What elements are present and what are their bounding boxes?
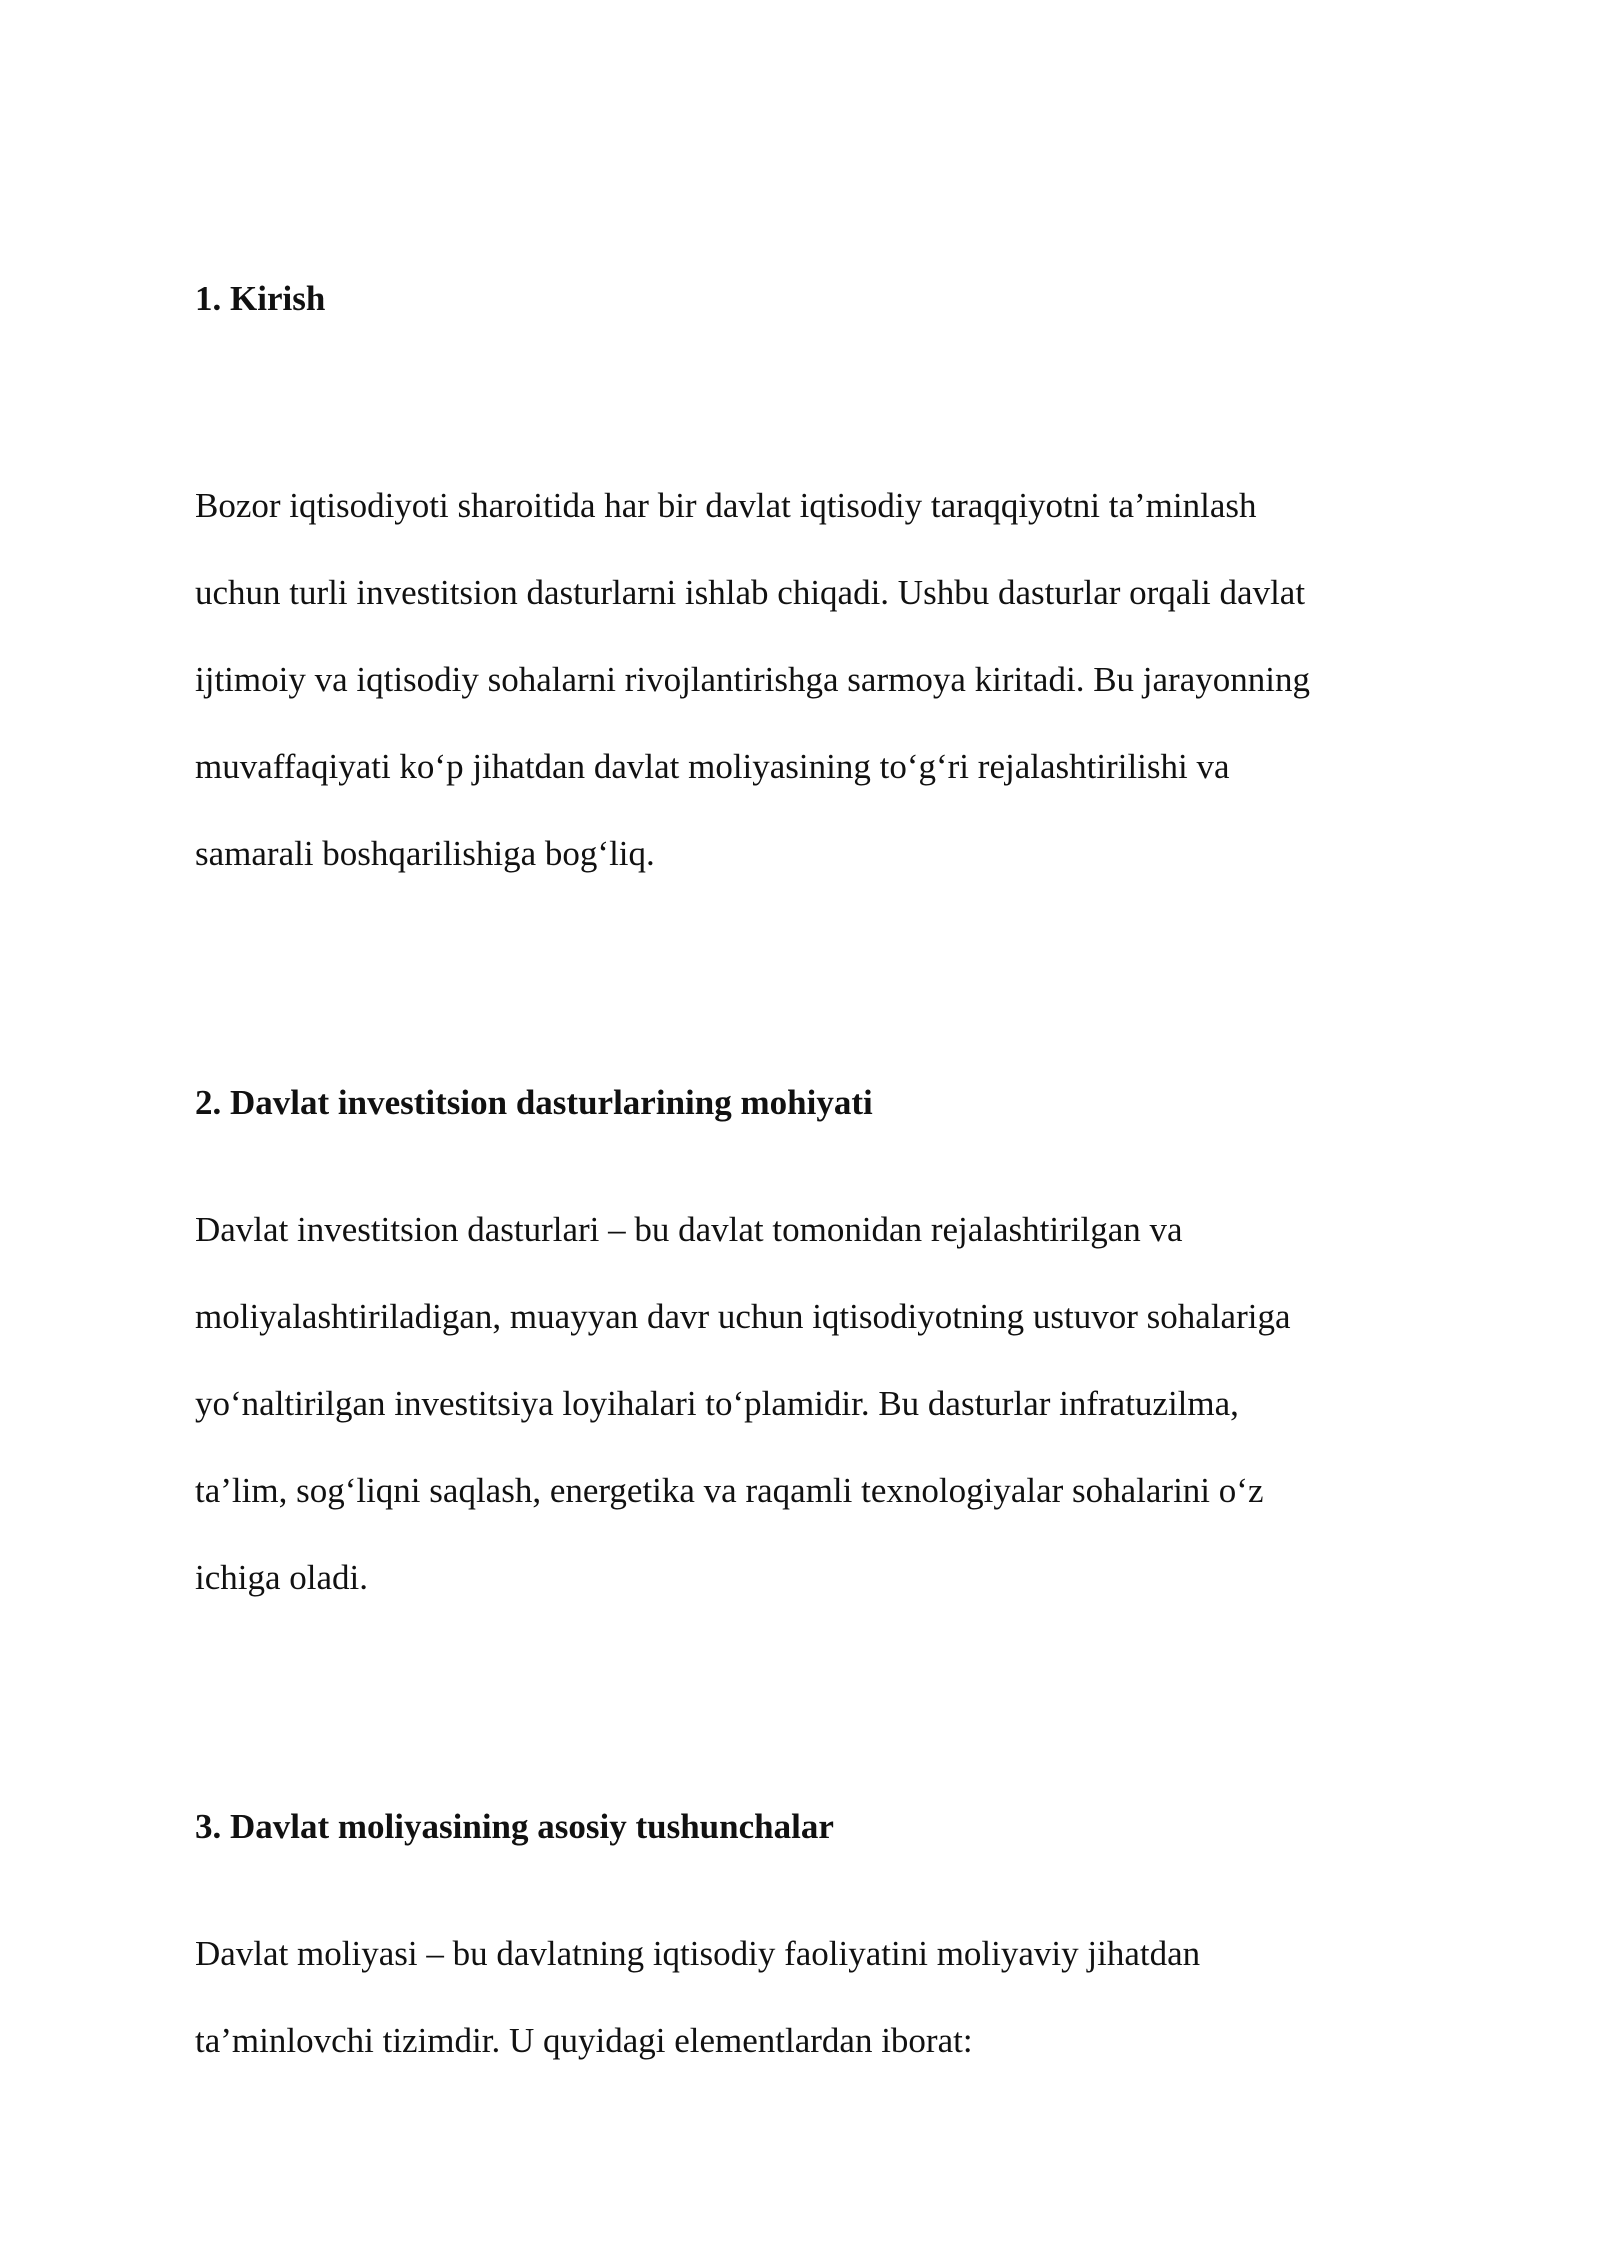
- text-line: Davlat investitsion dasturlari – bu davlat tomonidan rejalashtirilgan va: [195, 1210, 1183, 1249]
- paragraph-kirish: [195, 462, 1435, 897]
- text-line: muvaffaqiyati ko‘p jihatdan davlat moliyasining to‘g‘ri rejalashtirilishi va: [195, 747, 1230, 786]
- section-heading-tushunchalar: 3. Davlat moliyasining asosiy tushunchalar: [195, 1807, 834, 1846]
- text-line: Davlat moliyasi – bu davlatning iqtisodiy faoliyatini moliyaviy jihatdan: [195, 1934, 1201, 1973]
- text-line: ichiga oladi.: [195, 1558, 369, 1597]
- text-line: ijtimoiy va iqtisodiy sohalarni rivojlantirishga sarmoya kiritadi. Bu jarayonning: [195, 660, 1310, 699]
- text-line: yo‘naltirilgan investitsiya loyihalari to‘plamidir. Bu dasturlar infratuzilma,: [195, 1384, 1239, 1423]
- text-line: uchun turli investitsion dasturlarni ishlab chiqadi. Ushbu dasturlar orqali davlat: [195, 573, 1306, 612]
- text-line: ta’lim, sog‘liqni saqlash, energetika va raqamli texnologiyalar sohalarini o‘z: [195, 1471, 1264, 1510]
- section-heading-mohiyati: 2. Davlat investitsion dasturlarining mohiyati: [195, 1083, 873, 1122]
- text-line: samarali boshqarilishiga bog‘liq.: [195, 834, 655, 873]
- text-line: ta’minlovchi tizimdir. U quyidagi elementlardan iborat:: [195, 2021, 973, 2060]
- text-line: moliyalashtiriladigan, muayyan davr uchun iqtisodiyotning ustuvor sohalariga: [195, 1297, 1291, 1336]
- paragraph-tushunchalar: [195, 1910, 1435, 2084]
- section-heading-kirish: 1. Kirish: [195, 279, 326, 318]
- text-line: Bozor iqtisodiyoti sharoitida har bir davlat iqtisodiy taraqqiyotni ta’minlash: [195, 486, 1257, 525]
- paragraph-mohiyati: [195, 1186, 1435, 1621]
